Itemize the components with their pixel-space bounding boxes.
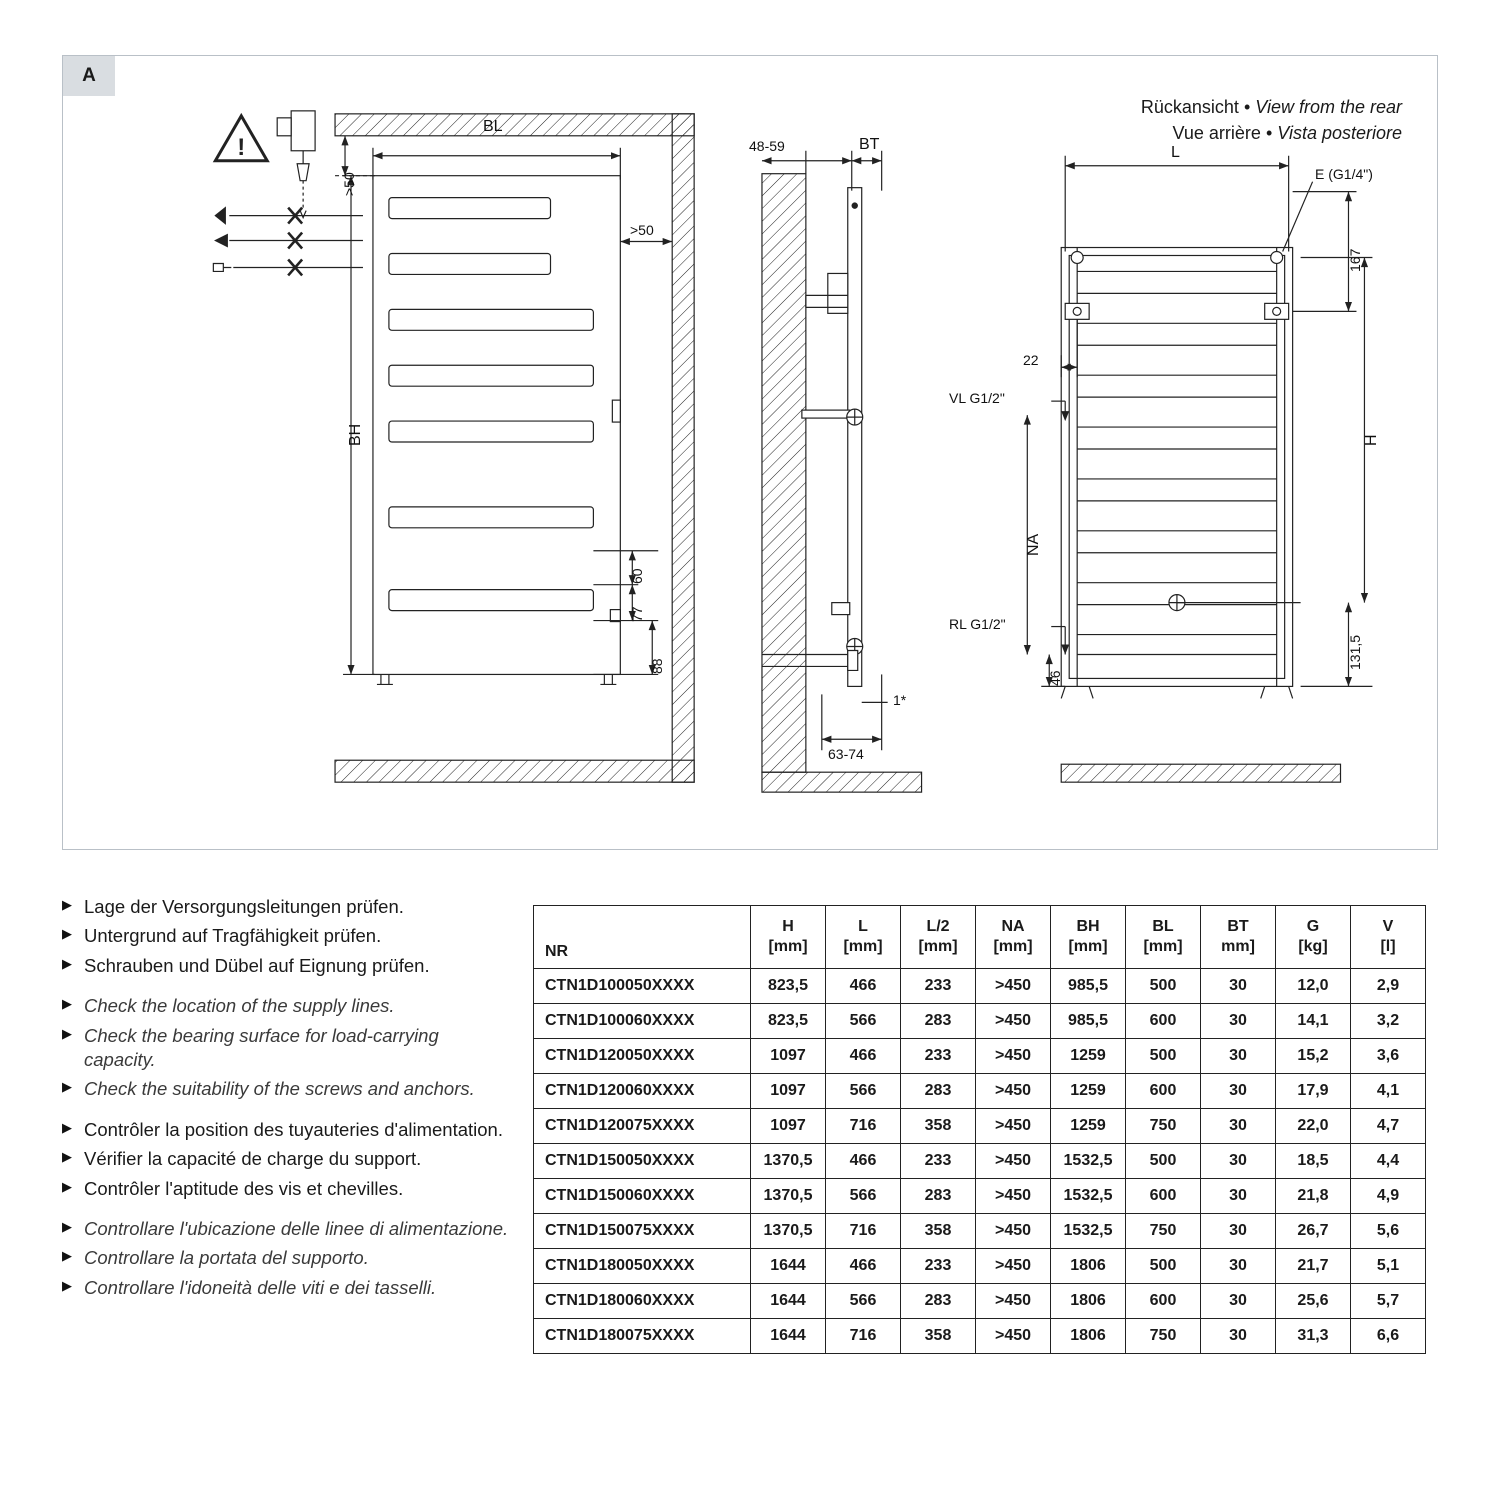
table-cell: >450 <box>976 1004 1051 1039</box>
table-header-cell <box>1126 906 1201 969</box>
rear-title-fr: Vue arrière <box>1172 123 1261 144</box>
label-wall-depth: 48-59 <box>749 138 785 154</box>
table-cell: 30 <box>1201 969 1276 1004</box>
table-cell: 1370,5 <box>751 1144 826 1179</box>
table-row <box>534 1214 1426 1249</box>
table-cell: 5,6 <box>1351 1214 1426 1249</box>
table-cell: 6,6 <box>1351 1319 1426 1354</box>
table-cell: 1644 <box>751 1319 826 1354</box>
table-cell: 233 <box>901 1249 976 1284</box>
table-cell: >450 <box>976 1214 1051 1249</box>
label-gap-side: >50 <box>630 222 654 238</box>
table-header-cell <box>534 906 751 969</box>
table-header-cell <box>1051 906 1126 969</box>
table-cell: 4,9 <box>1351 1179 1426 1214</box>
table-cell: 1532,5 <box>1051 1179 1126 1214</box>
table-cell: 500 <box>1126 1249 1201 1284</box>
label-bh: BH <box>347 423 364 446</box>
table-cell: 1259 <box>1051 1039 1126 1074</box>
table-row <box>534 1074 1426 1109</box>
table-cell: 5,7 <box>1351 1284 1426 1319</box>
triangle-bullet-icon: ▶ <box>62 1248 72 1264</box>
table-cell: 4,7 <box>1351 1109 1426 1144</box>
table-row <box>534 1319 1426 1354</box>
table-row <box>534 1039 1426 1074</box>
table-cell: >450 <box>976 1249 1051 1284</box>
table-cell: 358 <box>901 1319 976 1354</box>
table-header-cell <box>976 906 1051 969</box>
note-text: Check the location of the supply lines. <box>84 995 395 1017</box>
table-cell: 3,6 <box>1351 1039 1426 1074</box>
note-text: Controllare l'idoneità delle viti e dei tasselli. <box>84 1276 437 1298</box>
table-cell: 26,7 <box>1276 1214 1351 1249</box>
table-header-cell <box>826 906 901 969</box>
table-cell: 30 <box>1201 1004 1276 1039</box>
diagram-panel <box>62 55 1438 850</box>
table-cell: 15,2 <box>1276 1039 1351 1074</box>
table-cell: >450 <box>976 969 1051 1004</box>
table-cell: 18,5 <box>1276 1144 1351 1179</box>
table-cell-nr: CTN1D100060XXXX <box>534 1004 751 1039</box>
table-cell: 30 <box>1201 1214 1276 1249</box>
table-cell: 566 <box>826 1074 901 1109</box>
table-row <box>534 1004 1426 1039</box>
utility-lines-icon <box>213 208 363 276</box>
table-cell: 1644 <box>751 1249 826 1284</box>
triangle-bullet-icon: ▶ <box>62 1119 72 1135</box>
table-cell: 21,8 <box>1276 1179 1351 1214</box>
label-rl-thread: RL G1/2" <box>949 616 1006 632</box>
instruction-notes <box>62 895 512 1316</box>
label-60: 60 <box>629 568 645 584</box>
table-cell: 466 <box>826 1249 901 1284</box>
table-header-unit: [mm] <box>1068 938 1108 955</box>
table-header-label: BH <box>1076 917 1100 935</box>
table-cell: 566 <box>826 1284 901 1319</box>
specification-table <box>533 905 1426 1354</box>
table-cell: 466 <box>826 969 901 1004</box>
table-cell: 283 <box>901 1179 976 1214</box>
table-cell: 716 <box>826 1214 901 1249</box>
table-cell: 823,5 <box>751 969 826 1004</box>
table-cell: 1259 <box>1051 1109 1126 1144</box>
table-cell: 566 <box>826 1179 901 1214</box>
label-167: 167 <box>1347 248 1363 272</box>
table-cell: 1097 <box>751 1039 826 1074</box>
note-item <box>62 1217 512 1241</box>
table-cell: 14,1 <box>1276 1004 1351 1039</box>
table-cell: 466 <box>826 1144 901 1179</box>
warning-triangle-icon <box>215 116 267 161</box>
title-separator-1: • <box>1243 97 1251 117</box>
rear-title-en: View from the rear <box>1255 97 1402 117</box>
note-item <box>62 924 512 948</box>
table-cell: >450 <box>976 1039 1051 1074</box>
svg-text:!: ! <box>237 133 246 161</box>
table-row <box>534 969 1426 1004</box>
note-group <box>62 1217 512 1300</box>
note-item <box>62 1147 512 1171</box>
table-cell: 30 <box>1201 1179 1276 1214</box>
note-text: Schrauben und Dübel auf Eignung prüfen. <box>84 954 430 976</box>
label-88: 88 <box>649 658 665 674</box>
triangle-bullet-icon: ▶ <box>62 926 72 942</box>
table-cell: 716 <box>826 1319 901 1354</box>
table-row <box>534 1109 1426 1144</box>
table-header-unit: [mm] <box>843 938 883 955</box>
table-cell-nr: CTN1D120060XXXX <box>534 1074 751 1109</box>
table-header-unit: [mm] <box>1143 938 1183 955</box>
table-cell: 21,7 <box>1276 1249 1351 1284</box>
label-h: H <box>1363 434 1380 446</box>
note-item <box>62 1246 512 1270</box>
table-cell: 283 <box>901 1284 976 1319</box>
note-item <box>62 954 512 978</box>
note-text: Controllare l'ubicazione delle linee di alimentazione. <box>84 1218 509 1240</box>
table-cell: 30 <box>1201 1039 1276 1074</box>
triangle-bullet-icon: ▶ <box>62 1149 72 1165</box>
table-cell-nr: CTN1D120050XXXX <box>534 1039 751 1074</box>
table-cell: 985,5 <box>1051 969 1126 1004</box>
note-text: Contrôler la position des tuyauteries d'alimentation. <box>84 1118 503 1140</box>
table-header-unit: mm] <box>1221 938 1255 955</box>
table-cell: 1370,5 <box>751 1214 826 1249</box>
table-header-label: NA <box>1001 917 1025 935</box>
table-cell: 750 <box>1126 1109 1201 1144</box>
table-cell: 823,5 <box>751 1004 826 1039</box>
table-cell: 30 <box>1201 1249 1276 1284</box>
label-vl-thread: VL G1/2" <box>949 390 1005 406</box>
table-cell: 566 <box>826 1004 901 1039</box>
table-cell: 4,4 <box>1351 1144 1426 1179</box>
table-cell: 1532,5 <box>1051 1144 1126 1179</box>
note-group <box>62 1118 512 1201</box>
triangle-bullet-icon: ▶ <box>62 897 72 912</box>
table-cell: 358 <box>901 1109 976 1144</box>
table-cell: 25,6 <box>1276 1284 1351 1319</box>
table-cell: 1806 <box>1051 1284 1126 1319</box>
note-group <box>62 895 512 978</box>
table-header-label: G <box>1306 917 1320 935</box>
table-header-unit: [mm] <box>768 938 808 955</box>
table-cell: 233 <box>901 969 976 1004</box>
table-cell: 3,2 <box>1351 1004 1426 1039</box>
table-cell-nr: CTN1D150060XXXX <box>534 1179 751 1214</box>
table-cell: >450 <box>976 1074 1051 1109</box>
table-cell: 30 <box>1201 1109 1276 1144</box>
table-cell: 30 <box>1201 1074 1276 1109</box>
table-cell: >450 <box>976 1144 1051 1179</box>
table-header-cell <box>901 906 976 969</box>
table-row <box>534 1144 1426 1179</box>
table-cell: 1532,5 <box>1051 1214 1126 1249</box>
label-na: NA <box>1025 533 1042 556</box>
table-cell: >450 <box>976 1109 1051 1144</box>
note-text: Check the suitability of the screws and anchors. <box>84 1078 475 1100</box>
triangle-bullet-icon: ▶ <box>62 1219 72 1235</box>
table-header <box>534 906 1426 969</box>
table-cell: 17,9 <box>1276 1074 1351 1109</box>
table-header-label: BL <box>1152 917 1174 935</box>
table-cell: 466 <box>826 1039 901 1074</box>
table-cell-nr: CTN1D150050XXXX <box>534 1144 751 1179</box>
table-header-label: L/2 <box>926 917 950 935</box>
note-item <box>62 994 512 1018</box>
table-cell: 30 <box>1201 1319 1276 1354</box>
table-cell: 30 <box>1201 1284 1276 1319</box>
table-header-unit: [kg] <box>1298 938 1328 955</box>
table-cell: 1644 <box>751 1284 826 1319</box>
table-cell: 500 <box>1126 1039 1201 1074</box>
label-e-thread: E (G1/4") <box>1315 166 1373 182</box>
table-cell: 283 <box>901 1004 976 1039</box>
triangle-bullet-icon: ▶ <box>62 996 72 1012</box>
table-header-cell <box>1351 906 1426 969</box>
table-cell: 283 <box>901 1074 976 1109</box>
table-row <box>534 1179 1426 1214</box>
label-22: 22 <box>1023 352 1039 368</box>
table-cell: 1097 <box>751 1074 826 1109</box>
table-header-unit: [l] <box>1380 938 1396 955</box>
table-header-label: L <box>858 917 868 935</box>
note-text: Contrôler l'aptitude des vis et chevilles. <box>84 1177 404 1199</box>
drill-icon <box>277 111 315 218</box>
table-cell: 1097 <box>751 1109 826 1144</box>
table-row <box>534 1284 1426 1319</box>
table-cell: 358 <box>901 1214 976 1249</box>
table-header-unit: [mm] <box>993 938 1033 955</box>
table-cell-nr: CTN1D150075XXXX <box>534 1214 751 1249</box>
table-cell: 985,5 <box>1051 1004 1126 1039</box>
rear-title-it: Vista posteriore <box>1277 123 1402 144</box>
label-bl: BL <box>483 118 503 135</box>
note-item <box>62 1177 512 1201</box>
table-cell: 1806 <box>1051 1319 1126 1354</box>
triangle-bullet-icon: ▶ <box>62 955 72 971</box>
label-l: L <box>1171 144 1180 161</box>
table-cell: 716 <box>826 1109 901 1144</box>
table-cell: 233 <box>901 1144 976 1179</box>
note-item <box>62 1024 512 1073</box>
table-cell: 5,1 <box>1351 1249 1426 1284</box>
triangle-bullet-icon: ▶ <box>62 1277 72 1293</box>
technical-drawing <box>63 56 1437 849</box>
note-text: Vérifier la capacité de charge du support. <box>84 1148 422 1170</box>
table-cell-nr: CTN1D180075XXXX <box>534 1319 751 1354</box>
triangle-bullet-icon: ▶ <box>62 1025 72 1041</box>
table-cell-nr: CTN1D180060XXXX <box>534 1284 751 1319</box>
table-cell: 4,1 <box>1351 1074 1426 1109</box>
note-group <box>62 994 512 1102</box>
table-cell: 500 <box>1126 969 1201 1004</box>
rear-title-de: Rückansicht <box>1140 97 1239 117</box>
title-separator-2: • <box>1265 123 1273 144</box>
table-cell: 1806 <box>1051 1249 1126 1284</box>
note-text: Controllare la portata del supporto. <box>84 1247 369 1269</box>
table-cell: 750 <box>1126 1214 1201 1249</box>
table-cell: 600 <box>1126 1074 1201 1109</box>
table-cell-nr: CTN1D120075XXXX <box>534 1109 751 1144</box>
table-cell: >450 <box>976 1179 1051 1214</box>
note-item <box>62 1276 512 1300</box>
label-gap-top: >50 <box>341 172 357 196</box>
table-cell: 31,3 <box>1276 1319 1351 1354</box>
note-item <box>62 895 512 919</box>
table-cell: 30 <box>1201 1144 1276 1179</box>
note-text: Lage der Versorgungsleitungen prüfen. <box>84 896 404 917</box>
table-cell: 600 <box>1126 1179 1201 1214</box>
table-cell-nr: CTN1D180050XXXX <box>534 1249 751 1284</box>
triangle-bullet-icon: ▶ <box>62 1178 72 1194</box>
table-cell: 2,9 <box>1351 969 1426 1004</box>
table-row <box>534 1249 1426 1284</box>
panel-badge: A <box>63 56 115 96</box>
table-cell: 600 <box>1126 1284 1201 1319</box>
table-header-cell <box>1276 906 1351 969</box>
label-131-5: 131,5 <box>1347 634 1363 670</box>
note-text: Check the bearing surface for load-carrying capacity. <box>84 1024 439 1071</box>
note-text: Untergrund auf Tragfähigkeit prüfen. <box>84 925 382 947</box>
table-cell: >450 <box>976 1284 1051 1319</box>
note-item <box>62 1077 512 1101</box>
table-header-unit: [mm] <box>918 938 958 955</box>
table-cell: 22,0 <box>1276 1109 1351 1144</box>
label-77: 77 <box>629 606 645 622</box>
table-header-label: BT <box>1227 917 1249 935</box>
table-cell: 600 <box>1126 1004 1201 1039</box>
table-header-label: NR <box>545 942 569 960</box>
table-cell: 1370,5 <box>751 1179 826 1214</box>
table-cell: 233 <box>901 1039 976 1074</box>
label-46: 46 <box>1047 670 1063 686</box>
label-63-74: 63-74 <box>828 746 864 762</box>
table-header-label: H <box>782 917 794 935</box>
label-bt: BT <box>859 136 880 153</box>
table-header-cell <box>751 906 826 969</box>
table-header-cell <box>1201 906 1276 969</box>
table-cell: 500 <box>1126 1144 1201 1179</box>
table-cell: 12,0 <box>1276 969 1351 1004</box>
table-cell: >450 <box>976 1319 1051 1354</box>
note-item <box>62 1118 512 1142</box>
table-header-label: V <box>1382 917 1394 935</box>
table-cell-nr: CTN1D100050XXXX <box>534 969 751 1004</box>
triangle-bullet-icon: ▶ <box>62 1079 72 1095</box>
table-cell: 750 <box>1126 1319 1201 1354</box>
label-1-star: 1* <box>893 692 907 708</box>
table-cell: 1259 <box>1051 1074 1126 1109</box>
